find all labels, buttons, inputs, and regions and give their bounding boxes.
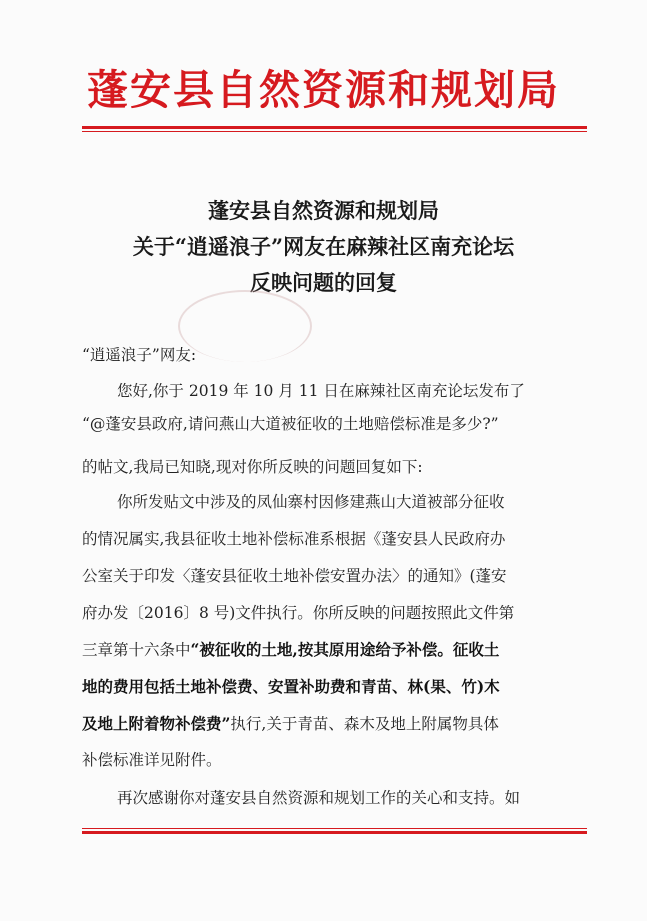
- letterhead-title: 蓬安县自然资源和规划局: [87, 66, 560, 114]
- paragraph-1-line-2: “@蓬安县政府,请问燕山大道被征收的土地赔偿标准是多少?”: [82, 415, 499, 433]
- paragraph-2-line-2: 的情况属实,我县征收土地补偿标准系根据《蓬安县人民政府办: [82, 530, 506, 548]
- paragraph-2-line-3: 公室关于印发〈蓬安县征收土地补偿安置办法〉的通知》(蓬安: [82, 567, 507, 585]
- paragraph-2-line-6: 地的费用包括土地补偿费、安置补助费和青苗、林(果、竹)木: [82, 677, 500, 696]
- doc-title-line-2: 关于“逍遥浪子”网友在麻辣社区南充论坛: [132, 234, 515, 259]
- letterhead-rule-thick: [82, 126, 587, 129]
- letterhead-rule-thin: [82, 131, 587, 132]
- paragraph-2-line-5-bold: “被征收的土地,按其原用途给予补偿。征收土: [190, 640, 500, 659]
- doc-title-line-1: 蓬安县自然资源和规划局: [208, 198, 439, 223]
- paragraph-2-line-5-plain: 三章第十六条中: [82, 641, 191, 659]
- paragraph-2-line-7-plain: 执行,关于青苗、森木及地上附属物具体: [230, 715, 499, 733]
- paragraph-2-line-7-bold: 及地上附着物补偿费”: [82, 714, 231, 733]
- paragraph-2-line-7: [82, 714, 582, 734]
- paragraph-1-line-1: 您好,你于 2019 年 10 月 11 日在麻辣社区南充论坛发布了: [117, 382, 525, 400]
- footer-rule-thin: [82, 828, 587, 829]
- paragraph-2-line-4: 府办发〔2016〕8 号)文件执行。你所反映的问题按照此文件第: [82, 604, 515, 622]
- paragraph-1-line-3: 的帖文,我局已知晓,现对你所反映的问题回复如下:: [82, 458, 423, 476]
- paragraph-2-line-8: 补偿标准详见附件。: [82, 751, 222, 769]
- paragraph-3-line-1: 再次感谢你对蓬安县自然资源和规划工作的关心和支持。如: [117, 789, 521, 807]
- doc-title-line-3: 反映问题的回复: [250, 270, 397, 295]
- paragraph-2-line-1: 你所发贴文中涉及的凤仙寨村因修建燕山大道被部分征收: [117, 493, 505, 511]
- paragraph-2-line-5: [82, 640, 582, 660]
- salutation: “逍遥浪子”网友:: [82, 346, 197, 364]
- footer-rule-thick: [82, 831, 587, 834]
